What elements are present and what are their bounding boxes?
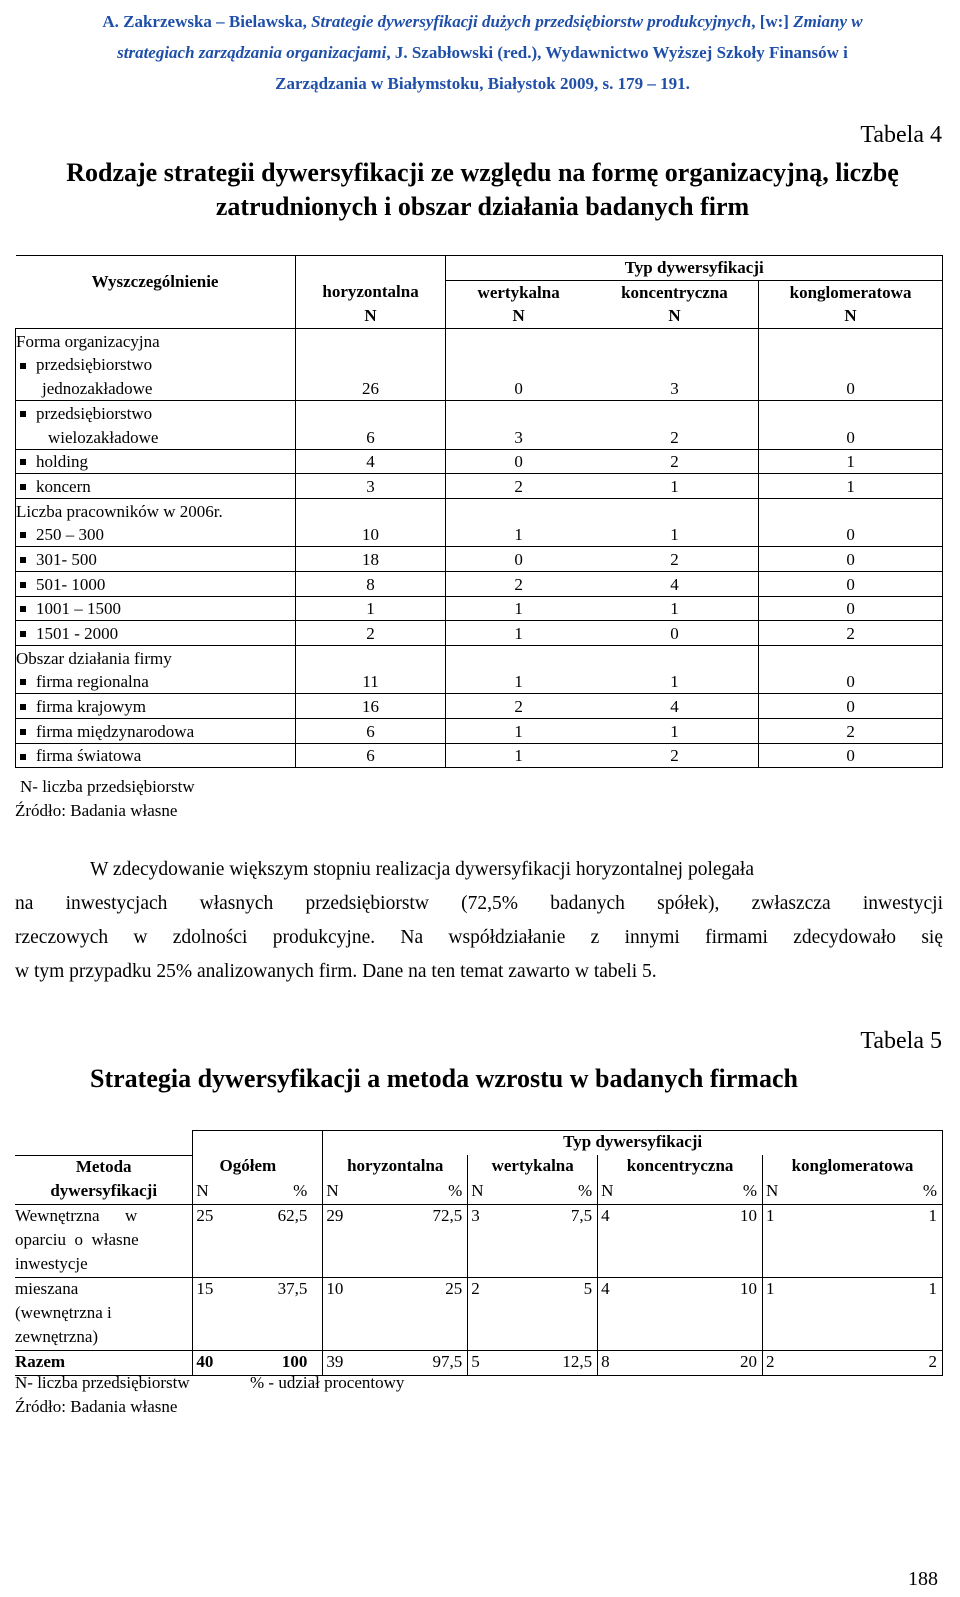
table-row: firma światowa 6 1 2 0	[16, 743, 943, 768]
table4-col-wertykalna: wertykalna	[446, 280, 591, 304]
table4-header-type: Typ dywersyfikacji	[446, 256, 943, 281]
table4	[15, 255, 943, 768]
table4-n-1: N	[295, 304, 446, 328]
table4-col-koncentryczna: koncentryczna	[591, 280, 759, 304]
bullet-icon	[20, 363, 26, 369]
bullet-icon	[20, 459, 26, 465]
table5-col-koncentryczna: koncentryczna	[598, 1155, 763, 1180]
table4-note: N- liczba przedsiębiorstw	[20, 777, 195, 796]
table4-title-line1: Rodzaje strategii dywersyfikacji ze względu na formę organizacyjną, liczbę	[66, 158, 899, 187]
table5-note-pct: % - udział procentowy	[250, 1373, 405, 1392]
citation-book-b: strategiach zarządzania organizacjami	[117, 43, 387, 62]
table4-section-liczba: Liczba pracowników w 2006r.	[16, 498, 296, 522]
table4-source: Źródło: Badania własne	[15, 801, 178, 820]
paragraph-line: w tym przypadku 25% analizowanych firm. Dane na ten temat zawarto w tabeli 5.	[15, 961, 657, 982]
table5-col-horyzontalna: horyzontalna	[323, 1155, 468, 1180]
citation-book-a: Zmiany w	[793, 12, 863, 31]
table-row: 1501 - 2000 2 1 0 2	[16, 621, 943, 646]
table5-col-konglomeratowa: konglomeratowa	[763, 1155, 943, 1180]
paragraph-line: na inwestycjach własnych przedsiębiorstw (72,5% badanych spółek), zwłaszcza inwestycji	[15, 893, 943, 914]
paragraph-line: rzeczowych w zdolności produkcyjne. Na współdziałanie z innymi firmami zdecydowało się	[15, 927, 943, 948]
citation-place: Zarządzania w Białymstoku, Białystok 2009, s. 179 – 191.	[275, 74, 690, 93]
body-paragraph	[15, 853, 943, 989]
table5: Typ dywersyfikacji Metoda Ogółem horyzontalna wertykalna koncentryczna konglomeratowa dywersyfikacji N % N % N % N % N % Wewnętrzna w 25 62,5 29 72,5 3 7,5 4 10 1 1 oparciu o własne inwestycje mieszana 15 37,5 10 25 2 5 4 10 1 1 (wewnętrzna i zewnętrzna) Razem 40 100 39 97,5 5 12,5 8 20 2 2	[15, 1130, 943, 1376]
bullet-icon	[20, 606, 26, 612]
table4-row-label: przedsiębiorstwo	[16, 353, 296, 377]
table5-col-wertykalna: wertykalna	[468, 1155, 598, 1180]
table4-row-label: przedsiębiorstwo	[16, 401, 296, 425]
table5-source: Źródło: Badania własne	[15, 1397, 178, 1416]
table-row: firma krajowym 16 2 4 0	[16, 694, 943, 719]
page-number: 188	[908, 1568, 938, 1590]
bullet-icon	[20, 582, 26, 588]
bullet-icon	[20, 754, 26, 760]
bullet-icon	[20, 532, 26, 538]
table4-title	[15, 156, 950, 224]
table5-note: N- liczba przedsiębiorstw	[15, 1373, 190, 1392]
citation-author: A. Zakrzewska – Bielawska,	[102, 12, 312, 31]
table-row: jednozakładowe 26 0 3 0	[16, 376, 943, 400]
table-row: holding 4 0 2 1	[16, 449, 943, 474]
bullet-icon	[20, 484, 26, 490]
citation-header	[20, 6, 945, 99]
table4-header-spec: Wyszczególnienie	[16, 256, 296, 329]
table-row: mieszana 15 37,5 10 25 2 5 4 10 1 1	[15, 1277, 943, 1302]
table-row: 250 – 300 10 1 1 0	[16, 523, 943, 547]
table5-header-type: Typ dywersyfikacji	[323, 1131, 943, 1156]
table5-title: Strategia dywersyfikacji a metoda wzrostu w badanych firmach	[90, 1064, 798, 1093]
table4-label: Tabela 4	[860, 122, 942, 148]
table5-header-metoda-2: dywersyfikacji	[15, 1180, 193, 1205]
table-row: 301- 500 18 0 2 0	[16, 547, 943, 572]
table4-col-horyzontalna: horyzontalna	[295, 280, 446, 304]
citation-publisher: , J. Szabłowski (red.), Wydawnictwo Wyższej Szkoły Finansów i	[386, 43, 848, 62]
table4-section-forma: Forma organizacyjna	[16, 329, 296, 353]
table4-n-4: N	[759, 304, 943, 328]
citation-title: Strategie dywersyfikacji dużych przedsiębiorstw produkcyjnych	[311, 12, 752, 31]
paragraph-line: W zdecydowanie większym stopniu realizacja dywersyfikacji horyzontalnej polegała	[90, 859, 755, 880]
table4-n-2: N	[446, 304, 591, 328]
bullet-icon	[20, 679, 26, 685]
bullet-icon	[20, 631, 26, 637]
table5-header-ogolem: Ogółem	[193, 1155, 323, 1180]
bullet-icon	[20, 704, 26, 710]
table4-section-obszar: Obszar działania firmy	[16, 646, 296, 670]
table-row: firma międzynarodowa 6 1 1 2	[16, 719, 943, 744]
citation-in: , [w:]	[751, 12, 794, 31]
table4-title-line2: zatrudnionych i obszar działania badanych firm	[215, 192, 750, 221]
table-row: 1001 – 1500 1 1 1 0	[16, 596, 943, 621]
table5-total-row: Razem 40 100 39 97,5 5 12,5 8 20 2 2	[15, 1350, 943, 1375]
table4-col-konglomeratowa: konglomeratowa	[759, 280, 943, 304]
table-row: firma regionalna 11 1 1 0	[16, 670, 943, 694]
table-row: wielozakładowe 6 3 2 0	[16, 425, 943, 449]
bullet-icon	[20, 557, 26, 563]
table5-label: Tabela 5	[860, 1028, 942, 1054]
table-row: Wewnętrzna w 25 62,5 29 72,5 3 7,5 4 10 1 1	[15, 1204, 943, 1229]
table-row: koncern 3 2 1 1	[16, 474, 943, 499]
table-row: 501- 1000 8 2 4 0	[16, 571, 943, 596]
bullet-icon	[20, 411, 26, 417]
table5-header-metoda-1: Metoda	[15, 1155, 193, 1180]
table4-n-3: N	[591, 304, 759, 328]
bullet-icon	[20, 729, 26, 735]
